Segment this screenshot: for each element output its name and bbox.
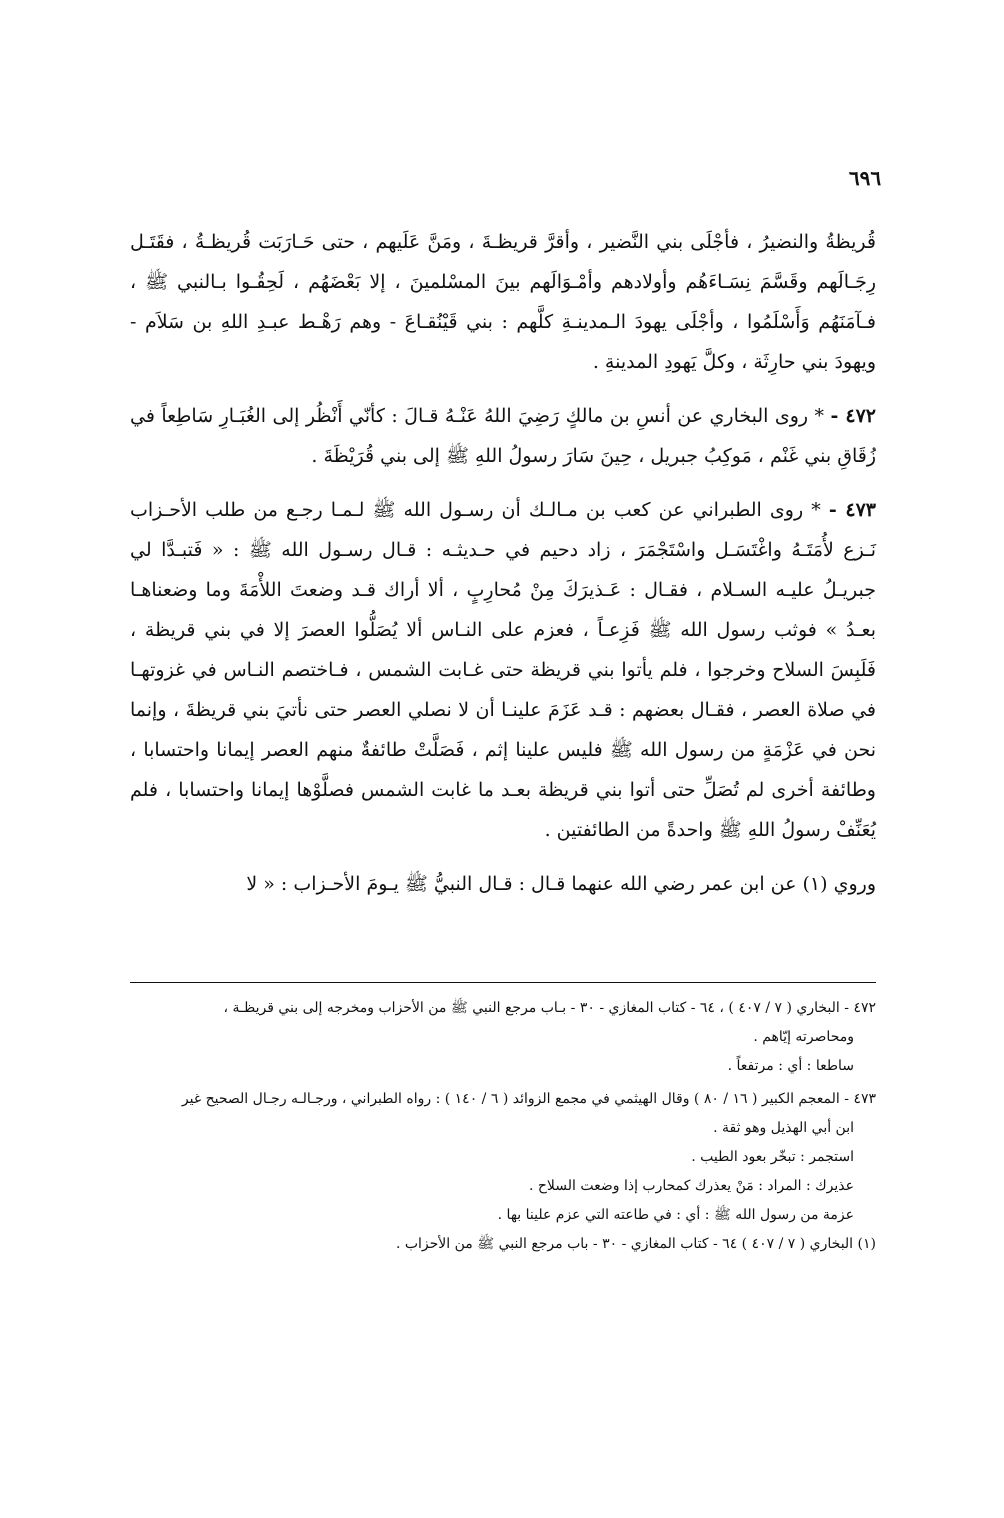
footnote-divider bbox=[130, 982, 876, 983]
footnote-472: ٤٧٢ - البخاري ( ٧ / ٤٠٧ ) ، ٦٤ - كتاب المغازي - ٣٠ - بـاب مرجع النبي ﷺ من الأحزاب ومخرجه إلى بني قريظـة ، bbox=[223, 1000, 876, 1016]
footnotes bbox=[130, 994, 876, 1259]
hadith-text: * روى البخاري عن أنسِ بن مالكٍ رَضِيَ اللهُ عَنْـهُ قـالَ : كأنّي أَنْظُر إلى الغُبَـارِ سَاطِعاً في زُقَاقِ بني غَنْم ، مَوكِبُ جبريل ، حِينَ سَارَ رسولُ اللهِ ﷺ إلى بني قُرَيْظَةَ . bbox=[130, 405, 876, 467]
paragraph-hadith-473 bbox=[130, 490, 876, 850]
paragraph-narration: وروي (١) عن ابن عمر رضي الله عنهما قـال : قـال النبيُّ ﷺ يـومَ الأحـزاب : « لا bbox=[246, 873, 876, 895]
footnote-473-gloss-azma: عزمة من رسول الله ﷺ : أي : في طاعته التي عزم علينا بها . bbox=[497, 1207, 854, 1223]
main-text bbox=[130, 222, 876, 918]
footnote-473-gloss-adhirak: عذيرك : المراد : مَنْ يعذرك كمحارب إذا وضعت السلاح . bbox=[528, 1178, 854, 1194]
footnote-1: (١) البخاري ( ٧ / ٤٠٧ ) ٦٤ - كتاب المغازي - ٣٠ - باب مرجع النبي ﷺ من الأحزاب . bbox=[395, 1236, 876, 1252]
footnote-473: ٤٧٣ - المعجم الكبير ( ١٦ / ٨٠ ) وقال الهيثمي في مجمع الزوائد ( ٦ / ١٤٠ ) : رواه الطبراني ، ورجـالـه رجـال الصحيح غير bbox=[181, 1091, 876, 1107]
paragraph-hadith-472 bbox=[130, 396, 876, 476]
footnote-473-continuation: ابن أبي الهذيل وهو ثقة . bbox=[713, 1120, 854, 1136]
hadith-number: ٤٧٣ - bbox=[828, 499, 876, 521]
footnote-473-gloss-istajmar: استجمر : تبخّر بعود الطيب . bbox=[691, 1149, 854, 1165]
paragraph-continuation: قُريظةُ والنضيرُ ، فأجْلَى بني النَّضير ، وأقرَّ قريظـةَ ، ومَنَّ عَلَيهم ، حتى حَـارَبَت قُريظـةُ ، فقَتَـل رِجَـالَهم وقَسَّمَ نِسَـاءَهُم وأولادهم وأمْـوَالَهم بينَ المسْلمينَ ، إلا بَعْضَهُم ، لَحِقُـوا بـالنبي ﷺ ، فـآمَنَهُم وَأَسْلَمُوا ، وأجْلَى يهودَ الـمدينـةِ كلَّهم : بني قَيْنُقـاعَ - وهم رَهْـط عبـدِ اللهِ بن سَلاَم - ويهودَ بني حارِثَة ، وكلَّ يَهودِ المدينةِ . bbox=[130, 231, 876, 373]
hadith-number: ٤٧٢ - bbox=[830, 405, 876, 427]
footnote-472-continuation: ومحاصرته إيّاهم . bbox=[753, 1029, 854, 1045]
footnote-472-gloss: ساطعا : أي : مرتفعاً . bbox=[727, 1058, 854, 1074]
hadith-text: * روى الطبراني عن كعب بن مـالـك أن رسـول الله ﷺ لـمـا رجـع من طلب الأحـزاب نَـزع لأُمَتَـهُ واغْتَسَـل واسْتَجْمَرَ ، زاد دحيم في حـديثـه : قـال رسـول الله ﷺ : « فَتبـدَّا لي جبريـلُ عليـه السـلام ، فقـال : عَـذيرَكَ مِنْ مُحارِبٍ ، ألا أراك قـد وضعتَ اللأْمَةَ وما وضعناهـا بعـدُ » فوثب رسول الله ﷺ فَزِعـاً ، فعزم على النـاس ألا يُصَلُّوا العصرَ إلا في بني قريظة ، فَلَبِسَ السلاح وخرجوا ، فلم يأتوا بني قريظة حتى غـابت الشمس ، فـاختصم النـاس في غزوتهـا في صلاة العصر ، فقـال بعضهم : قـد عَزَمَ علينـا أن لا نصلي العصر حتى نأتيَ بني قريظةَ ، وإنما نحن في عَزْمَةٍ من رسول الله ﷺ فليس علينا إثم ، فَصَلَّتْ طائفةٌ منهم العصر إيمانا واحتسابا ، وطائفة أخرى لم تُصَلِّ حتى أتوا بني قريظة بعـد ما غابت الشمس فصلَّوْها إيمانا واحتسابا ، فلم يُعَنِّفْ رسولُ اللهِ ﷺ واحدةً من الطائفتين . bbox=[130, 499, 876, 841]
page-number: ٦٩٦ bbox=[848, 166, 882, 190]
